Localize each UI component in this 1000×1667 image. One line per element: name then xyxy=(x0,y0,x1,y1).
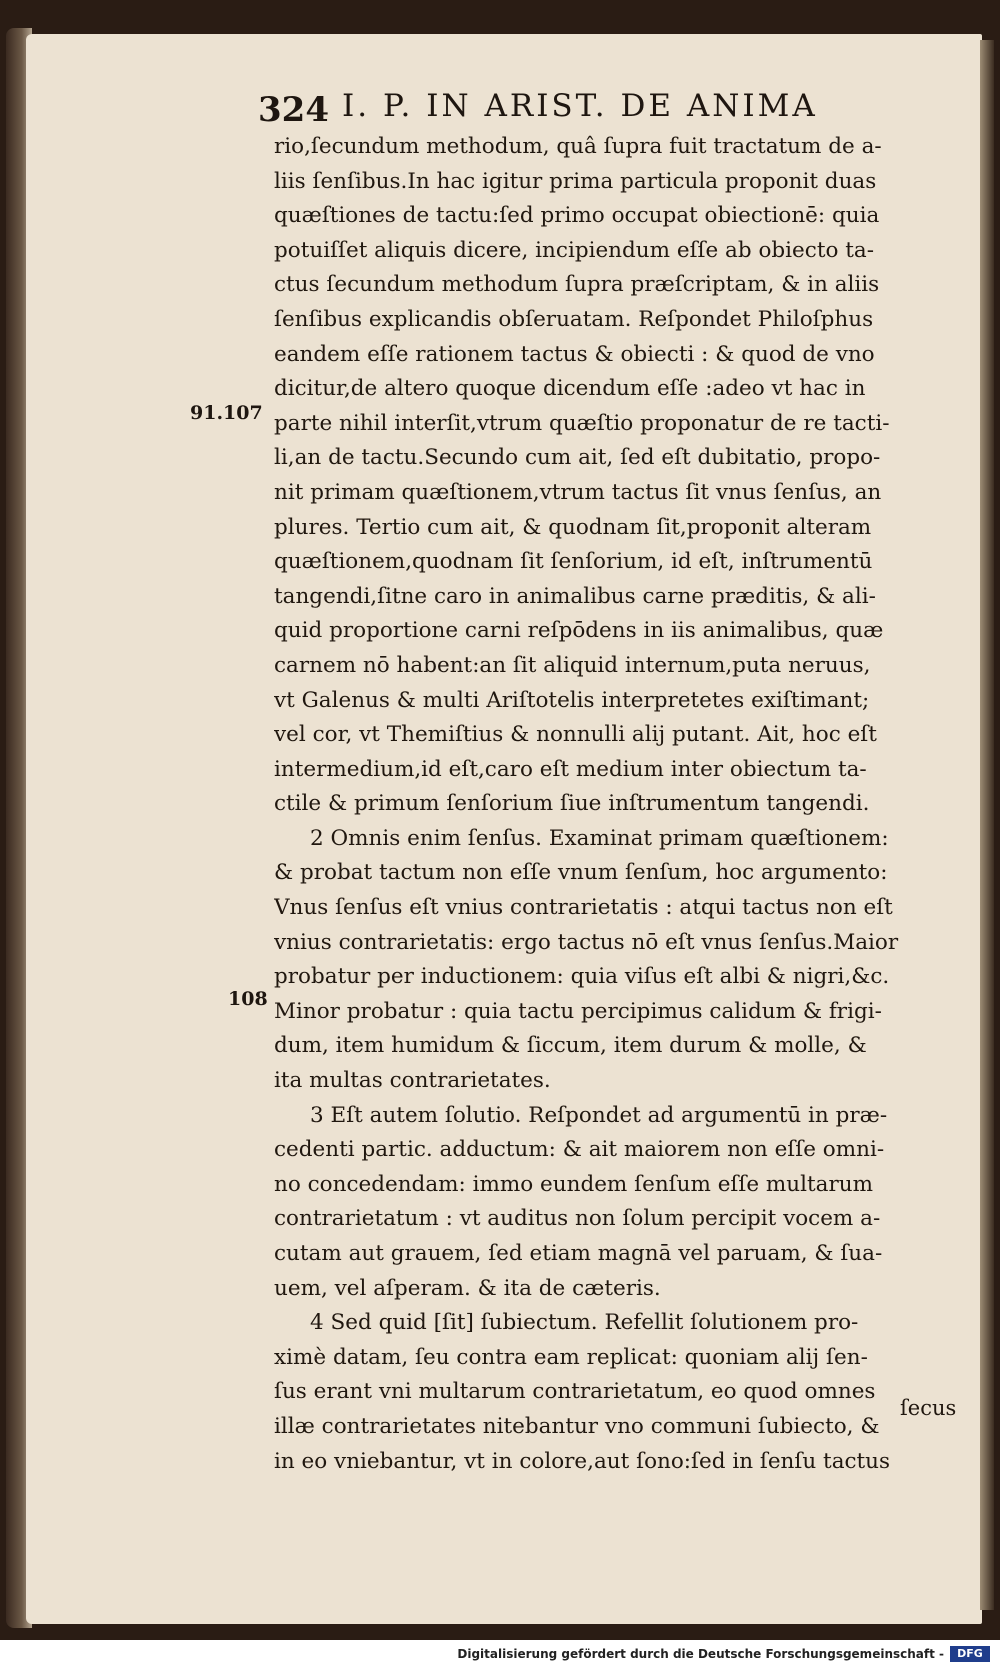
text-line: & probat tactum non eſſe vnum ſenſum, hoc argumento: xyxy=(274,860,888,886)
text-line: tangendi,ſitne caro in animalibus carne præditis, & ali- xyxy=(274,583,876,609)
text-line: cedenti partic. adductum: & ait maiorem non eſſe omni- xyxy=(274,1137,885,1163)
text-line: 2 Omnis enim ſenſus. Examinat primam quæſtionem: xyxy=(310,825,889,851)
text-line: intermedium,id eſt,caro eſt medium inter obiectum ta- xyxy=(274,756,867,782)
body-text xyxy=(274,130,944,1479)
text-line: plures. Tertio cum ait, & quodnam ſit,proponit alteram xyxy=(274,514,872,540)
running-title: I. P. IN ARIST. DE ANIMA xyxy=(342,88,818,124)
page-number: 324 xyxy=(258,90,329,130)
page-header xyxy=(258,84,898,132)
text-line: eandem eſſe rationem tactus & obiecti : & quod de vno xyxy=(274,341,875,367)
text-line: dum, item humidum & ſiccum, item durum & molle, & xyxy=(274,1033,867,1059)
text-line: in eo vniebantur, vt in colore,aut ſono:ſed in ſenſu tactus xyxy=(274,1448,891,1474)
text-line: illæ contrarietates nitebantur vno communi ſubiecto, & xyxy=(274,1413,880,1439)
footer-bar xyxy=(0,1643,1000,1667)
text-line: parte nihil interſit,vtrum quæſtio proponatur de re tacti- xyxy=(274,410,890,436)
dfg-logo: DFG xyxy=(950,1646,990,1662)
text-line: 4 Sed quid [ſit] ſubiectum. Refellit ſolutionem pro- xyxy=(310,1310,859,1336)
text-line: vnius contrarietatis: ergo tactus nō eſt vnus ſenſus.Maior xyxy=(274,929,899,955)
text-line: carnem nō habent:an ſit aliquid internum,puta neruus, xyxy=(274,652,871,678)
funding-credit: Digitalisierung gefördert durch die Deutsche Forschungsgemeinschaft - xyxy=(457,1647,944,1661)
text-line: potuiſſet aliquis dicere, incipiendum eſſe ab obiecto ta- xyxy=(274,237,874,263)
text-line: ximè datam, ſeu contra eam replicat: quoniam alij ſen- xyxy=(274,1344,868,1370)
text-line: cutam aut grauem, ſed etiam magnā vel paruam, & ſua- xyxy=(274,1241,883,1266)
text-line: dicitur,de altero quoque dicendum eſſe :adeo vt hac in xyxy=(274,376,866,402)
text-line: contrarietatum : vt auditus non ſolum percipit vocem a- xyxy=(274,1206,881,1232)
text-line: quid proportione carni reſpōdens in iis animalibus, quæ xyxy=(274,618,884,644)
text-line: quæſtiones de tactu:ſed primo occupat obiectionē: quia xyxy=(274,203,880,229)
text-line: ctus ſecundum methodum ſupra præſcriptam, & in aliis xyxy=(274,272,880,298)
text-line: uem, vel aſperam. & ita de cæteris. xyxy=(274,1275,661,1301)
catchword: ſecus xyxy=(900,1396,957,1420)
text-line: ita multas contrarietates. xyxy=(274,1068,551,1094)
text-line: no concedendam: immo eundem ſenſum eſſe multarum xyxy=(274,1171,873,1197)
text-line: Vnus ſenſus eſt vnius contrarietatis : atqui tactus non eſt xyxy=(274,895,893,921)
text-line: liis ſenſibus.In hac igitur prima particula proponit duas xyxy=(274,168,877,194)
text-line: Minor probatur : quia tactu percipimus calidum & frigi- xyxy=(274,998,882,1024)
text-line: 3 Eſt autem ſolutio. Reſpondet ad argumentū in præ- xyxy=(310,1102,888,1128)
text-line: ctile & primum ſenſorium ſiue inſtrumentum tangendi. xyxy=(274,791,870,817)
text-line: nit primam quæſtionem,vtrum tactus ſit vnus ſenſus, an xyxy=(274,479,882,505)
text-line: rio,ſecundum methodum, quâ ſupra fuit tractatum de a- xyxy=(274,134,882,159)
margin-note: 91.107 xyxy=(190,402,263,424)
margin-note: 108 xyxy=(228,988,268,1010)
page-edge-right xyxy=(980,40,994,1610)
text-line: ſenſibus explicandis obſeruatam. Reſpondet Philoſphus xyxy=(274,306,874,332)
text-line: vel cor, vt Themiſtius & nonnulli alij putant. Ait, hoc eſt xyxy=(274,722,877,748)
text-line: quæſtionem,quodnam ſit ſenſorium, id eſt, inſtrumentū xyxy=(274,549,873,575)
text-line: ſus erant vni multarum contrarietatum, eo quod omnes xyxy=(274,1379,876,1405)
text-line: li,an de tactu.Secundo cum ait, ſed eſt dubitatio, propo- xyxy=(274,445,881,471)
text-line: vt Galenus & multi Ariſtotelis interpretetes exiſtimant; xyxy=(274,687,870,713)
text-line: probatur per inductionem: quia viſus eſt albi & nigri,&c. xyxy=(274,964,890,990)
